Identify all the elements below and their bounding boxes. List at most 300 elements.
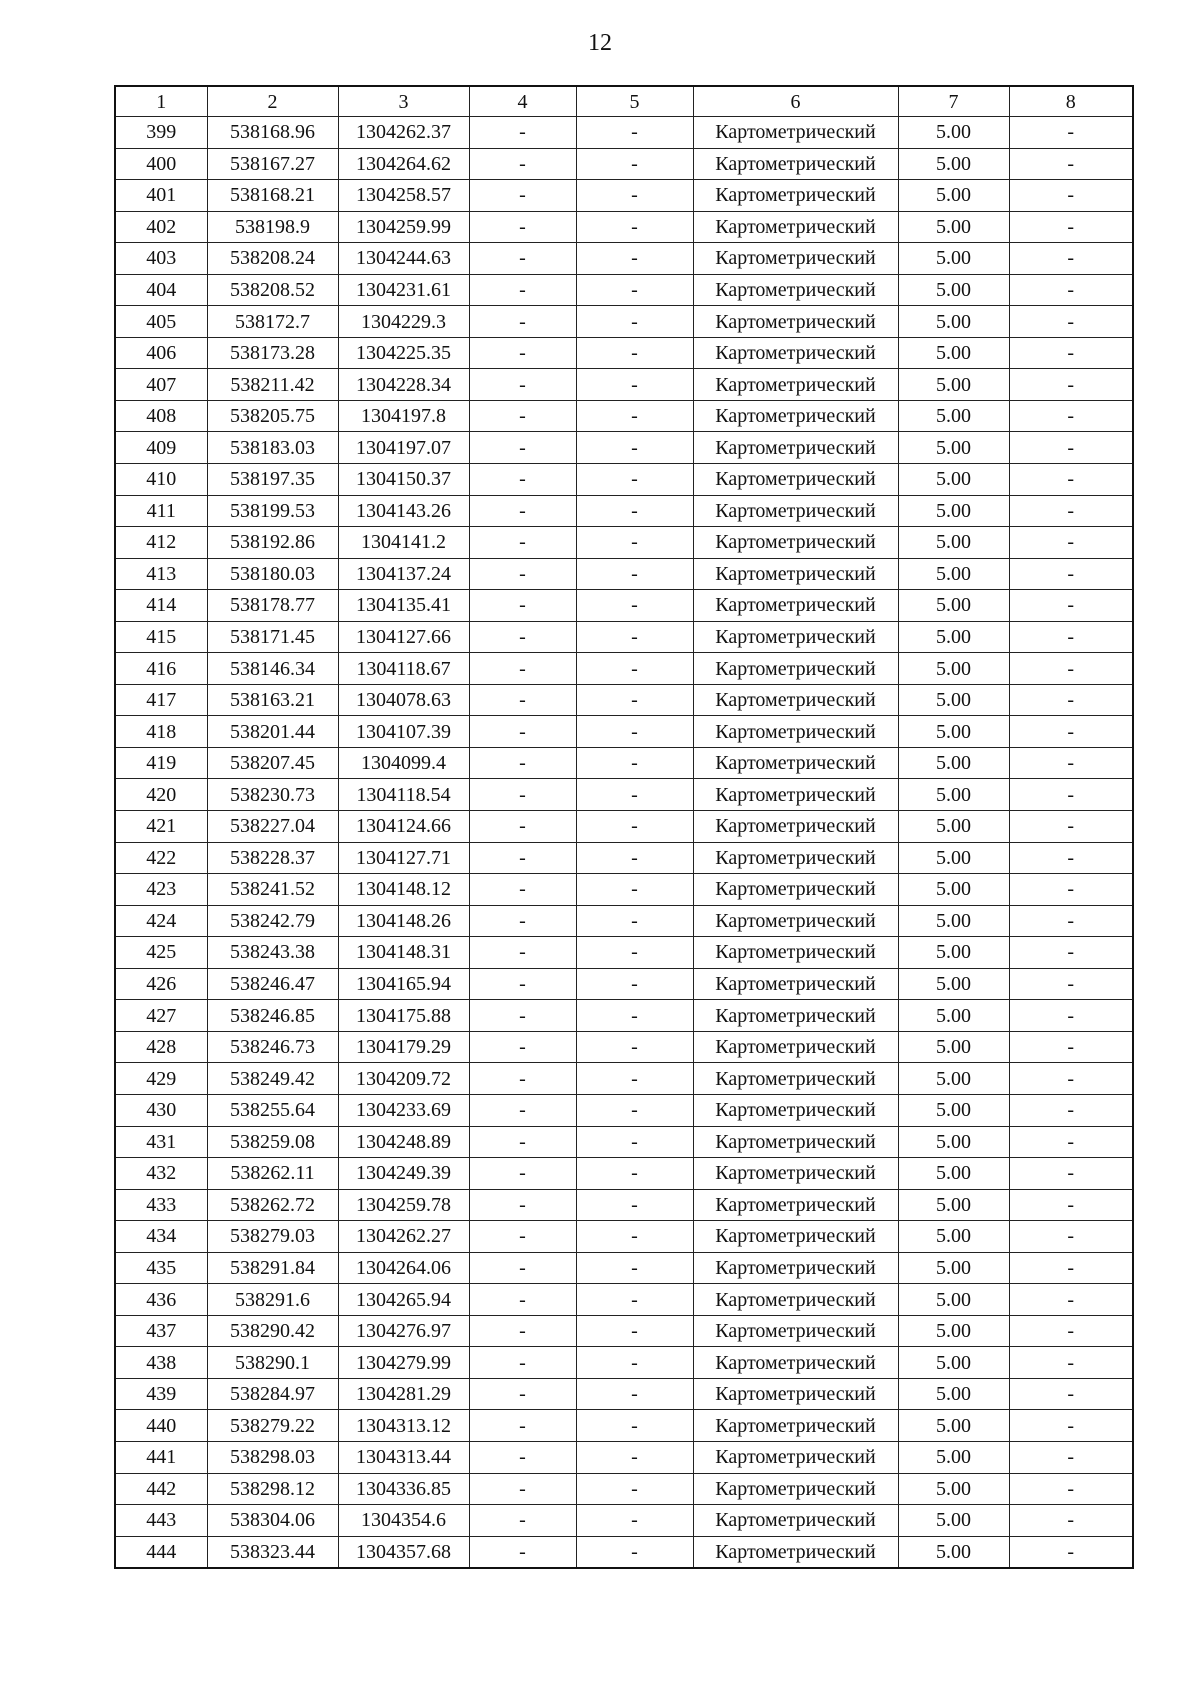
column-4-cell: -	[469, 590, 576, 622]
table-row	[115, 306, 1133, 338]
method-cell: Картометрический	[693, 653, 898, 685]
column-8-cell: -	[1009, 1063, 1133, 1095]
x-coordinate-cell: 538323.44	[207, 1536, 338, 1568]
accuracy-cell: 5.00	[898, 243, 1009, 275]
column-5-cell: -	[576, 621, 693, 653]
table-row	[115, 211, 1133, 243]
accuracy-cell: 5.00	[898, 747, 1009, 779]
column-5-cell: -	[576, 1347, 693, 1379]
column-5-cell: -	[576, 495, 693, 527]
column-8-cell: -	[1009, 180, 1133, 212]
x-coordinate-cell: 538241.52	[207, 874, 338, 906]
table-row	[115, 1347, 1133, 1379]
column-5-cell: -	[576, 432, 693, 464]
y-coordinate-cell: 1304175.88	[338, 1000, 469, 1032]
column-8-cell: -	[1009, 1473, 1133, 1505]
x-coordinate-cell: 538249.42	[207, 1063, 338, 1095]
x-coordinate-cell: 538207.45	[207, 747, 338, 779]
column-8-cell: -	[1009, 621, 1133, 653]
method-cell: Картометрический	[693, 464, 898, 496]
column-5-cell: -	[576, 1158, 693, 1190]
x-coordinate-cell: 538262.11	[207, 1158, 338, 1190]
column-8-cell: -	[1009, 1126, 1133, 1158]
point-number-cell: 423	[115, 874, 207, 906]
column-4-cell: -	[469, 1536, 576, 1568]
method-cell: Картометрический	[693, 937, 898, 969]
method-cell: Картометрический	[693, 558, 898, 590]
column-4-cell: -	[469, 117, 576, 149]
y-coordinate-cell: 1304259.78	[338, 1189, 469, 1221]
x-coordinate-cell: 538279.03	[207, 1221, 338, 1253]
column-8-cell: -	[1009, 1378, 1133, 1410]
column-header: 5	[576, 86, 693, 117]
x-coordinate-cell: 538146.34	[207, 653, 338, 685]
column-8-cell: -	[1009, 842, 1133, 874]
column-8-cell: -	[1009, 1158, 1133, 1190]
method-cell: Картометрический	[693, 274, 898, 306]
method-cell: Картометрический	[693, 337, 898, 369]
column-8-cell: -	[1009, 811, 1133, 843]
x-coordinate-cell: 538211.42	[207, 369, 338, 401]
column-8-cell: -	[1009, 148, 1133, 180]
column-5-cell: -	[576, 1473, 693, 1505]
column-8-cell: -	[1009, 274, 1133, 306]
column-4-cell: -	[469, 716, 576, 748]
column-4-cell: -	[469, 1031, 576, 1063]
method-cell: Картометрический	[693, 148, 898, 180]
point-number-cell: 418	[115, 716, 207, 748]
accuracy-cell: 5.00	[898, 558, 1009, 590]
column-8-cell: -	[1009, 527, 1133, 559]
column-8-cell: -	[1009, 1031, 1133, 1063]
x-coordinate-cell: 538171.45	[207, 621, 338, 653]
y-coordinate-cell: 1304249.39	[338, 1158, 469, 1190]
column-4-cell: -	[469, 1158, 576, 1190]
x-coordinate-cell: 538290.1	[207, 1347, 338, 1379]
accuracy-cell: 5.00	[898, 716, 1009, 748]
column-8-cell: -	[1009, 1410, 1133, 1442]
column-5-cell: -	[576, 747, 693, 779]
x-coordinate-cell: 538227.04	[207, 811, 338, 843]
y-coordinate-cell: 1304336.85	[338, 1473, 469, 1505]
point-number-cell: 435	[115, 1252, 207, 1284]
x-coordinate-cell: 538304.06	[207, 1505, 338, 1537]
column-5-cell: -	[576, 1378, 693, 1410]
y-coordinate-cell: 1304233.69	[338, 1094, 469, 1126]
column-4-cell: -	[469, 306, 576, 338]
point-number-cell: 429	[115, 1063, 207, 1095]
method-cell: Картометрический	[693, 1410, 898, 1442]
column-5-cell: -	[576, 1284, 693, 1316]
point-number-cell: 407	[115, 369, 207, 401]
accuracy-cell: 5.00	[898, 464, 1009, 496]
table-row	[115, 1063, 1133, 1095]
y-coordinate-cell: 1304118.67	[338, 653, 469, 685]
column-8-cell: -	[1009, 1441, 1133, 1473]
y-coordinate-cell: 1304281.29	[338, 1378, 469, 1410]
column-5-cell: -	[576, 874, 693, 906]
point-number-cell: 430	[115, 1094, 207, 1126]
column-5-cell: -	[576, 1221, 693, 1253]
accuracy-cell: 5.00	[898, 432, 1009, 464]
column-4-cell: -	[469, 621, 576, 653]
method-cell: Картометрический	[693, 811, 898, 843]
table-row	[115, 337, 1133, 369]
column-4-cell: -	[469, 811, 576, 843]
accuracy-cell: 5.00	[898, 1505, 1009, 1537]
column-4-cell: -	[469, 1410, 576, 1442]
table-row	[115, 811, 1133, 843]
point-number-cell: 411	[115, 495, 207, 527]
table-row	[115, 274, 1133, 306]
method-cell: Картометрический	[693, 400, 898, 432]
table-row	[115, 905, 1133, 937]
point-number-cell: 414	[115, 590, 207, 622]
column-8-cell: -	[1009, 243, 1133, 275]
column-8-cell: -	[1009, 1315, 1133, 1347]
accuracy-cell: 5.00	[898, 779, 1009, 811]
column-8-cell: -	[1009, 779, 1133, 811]
column-8-cell: -	[1009, 747, 1133, 779]
column-4-cell: -	[469, 747, 576, 779]
accuracy-cell: 5.00	[898, 117, 1009, 149]
point-number-cell: 404	[115, 274, 207, 306]
point-number-cell: 432	[115, 1158, 207, 1190]
table-row	[115, 1000, 1133, 1032]
column-5-cell: -	[576, 558, 693, 590]
accuracy-cell: 5.00	[898, 1158, 1009, 1190]
accuracy-cell: 5.00	[898, 337, 1009, 369]
y-coordinate-cell: 1304229.3	[338, 306, 469, 338]
column-8-cell: -	[1009, 369, 1133, 401]
table-row	[115, 1252, 1133, 1284]
accuracy-cell: 5.00	[898, 211, 1009, 243]
table-row	[115, 1505, 1133, 1537]
accuracy-cell: 5.00	[898, 684, 1009, 716]
column-4-cell: -	[469, 369, 576, 401]
table-row	[115, 716, 1133, 748]
column-5-cell: -	[576, 1189, 693, 1221]
y-coordinate-cell: 1304107.39	[338, 716, 469, 748]
column-header: 4	[469, 86, 576, 117]
column-5-cell: -	[576, 527, 693, 559]
point-number-cell: 439	[115, 1378, 207, 1410]
column-5-cell: -	[576, 1315, 693, 1347]
y-coordinate-cell: 1304354.6	[338, 1505, 469, 1537]
method-cell: Картометрический	[693, 1126, 898, 1158]
x-coordinate-cell: 538199.53	[207, 495, 338, 527]
x-coordinate-cell: 538228.37	[207, 842, 338, 874]
column-4-cell: -	[469, 1189, 576, 1221]
method-cell: Картометрический	[693, 1252, 898, 1284]
y-coordinate-cell: 1304265.94	[338, 1284, 469, 1316]
accuracy-cell: 5.00	[898, 400, 1009, 432]
method-cell: Картометрический	[693, 590, 898, 622]
point-number-cell: 406	[115, 337, 207, 369]
column-8-cell: -	[1009, 464, 1133, 496]
x-coordinate-cell: 538279.22	[207, 1410, 338, 1442]
column-5-cell: -	[576, 1252, 693, 1284]
column-8-cell: -	[1009, 558, 1133, 590]
point-number-cell: 437	[115, 1315, 207, 1347]
method-cell: Картометрический	[693, 1189, 898, 1221]
table-row	[115, 1441, 1133, 1473]
point-number-cell: 415	[115, 621, 207, 653]
column-4-cell: -	[469, 653, 576, 685]
method-cell: Картометрический	[693, 747, 898, 779]
x-coordinate-cell: 538197.35	[207, 464, 338, 496]
column-8-cell: -	[1009, 117, 1133, 149]
column-4-cell: -	[469, 495, 576, 527]
x-coordinate-cell: 538255.64	[207, 1094, 338, 1126]
column-4-cell: -	[469, 274, 576, 306]
method-cell: Картометрический	[693, 1158, 898, 1190]
y-coordinate-cell: 1304276.97	[338, 1315, 469, 1347]
accuracy-cell: 5.00	[898, 1315, 1009, 1347]
accuracy-cell: 5.00	[898, 905, 1009, 937]
table-row	[115, 1473, 1133, 1505]
point-number-cell: 440	[115, 1410, 207, 1442]
x-coordinate-cell: 538201.44	[207, 716, 338, 748]
point-number-cell: 419	[115, 747, 207, 779]
table-row	[115, 842, 1133, 874]
y-coordinate-cell: 1304262.27	[338, 1221, 469, 1253]
table-row	[115, 684, 1133, 716]
y-coordinate-cell: 1304262.37	[338, 117, 469, 149]
column-8-cell: -	[1009, 1347, 1133, 1379]
table-row	[115, 243, 1133, 275]
point-number-cell: 410	[115, 464, 207, 496]
x-coordinate-cell: 538180.03	[207, 558, 338, 590]
column-8-cell: -	[1009, 1284, 1133, 1316]
column-5-cell: -	[576, 117, 693, 149]
accuracy-cell: 5.00	[898, 306, 1009, 338]
column-header: 7	[898, 86, 1009, 117]
column-8-cell: -	[1009, 937, 1133, 969]
point-number-cell: 405	[115, 306, 207, 338]
x-coordinate-cell: 538262.72	[207, 1189, 338, 1221]
method-cell: Картометрический	[693, 369, 898, 401]
method-cell: Картометрический	[693, 968, 898, 1000]
column-4-cell: -	[469, 1473, 576, 1505]
method-cell: Картометрический	[693, 621, 898, 653]
column-4-cell: -	[469, 432, 576, 464]
accuracy-cell: 5.00	[898, 1410, 1009, 1442]
method-cell: Картометрический	[693, 211, 898, 243]
column-4-cell: -	[469, 211, 576, 243]
method-cell: Картометрический	[693, 779, 898, 811]
column-5-cell: -	[576, 1410, 693, 1442]
y-coordinate-cell: 1304264.06	[338, 1252, 469, 1284]
accuracy-cell: 5.00	[898, 968, 1009, 1000]
method-cell: Картометрический	[693, 1347, 898, 1379]
y-coordinate-cell: 1304124.66	[338, 811, 469, 843]
column-5-cell: -	[576, 369, 693, 401]
method-cell: Картометрический	[693, 1063, 898, 1095]
column-4-cell: -	[469, 148, 576, 180]
x-coordinate-cell: 538168.21	[207, 180, 338, 212]
point-number-cell: 434	[115, 1221, 207, 1253]
column-8-cell: -	[1009, 1221, 1133, 1253]
column-header: 8	[1009, 86, 1133, 117]
table-row	[115, 1031, 1133, 1063]
column-4-cell: -	[469, 180, 576, 212]
y-coordinate-cell: 1304231.61	[338, 274, 469, 306]
column-4-cell: -	[469, 874, 576, 906]
column-8-cell: -	[1009, 337, 1133, 369]
point-number-cell: 401	[115, 180, 207, 212]
accuracy-cell: 5.00	[898, 1347, 1009, 1379]
column-8-cell: -	[1009, 1189, 1133, 1221]
column-4-cell: -	[469, 842, 576, 874]
accuracy-cell: 5.00	[898, 937, 1009, 969]
table-row	[115, 495, 1133, 527]
y-coordinate-cell: 1304118.54	[338, 779, 469, 811]
x-coordinate-cell: 538163.21	[207, 684, 338, 716]
column-4-cell: -	[469, 1252, 576, 1284]
y-coordinate-cell: 1304357.68	[338, 1536, 469, 1568]
table-row	[115, 1284, 1133, 1316]
table-row	[115, 117, 1133, 149]
point-number-cell: 408	[115, 400, 207, 432]
x-coordinate-cell: 538208.52	[207, 274, 338, 306]
column-4-cell: -	[469, 1441, 576, 1473]
column-4-cell: -	[469, 337, 576, 369]
x-coordinate-cell: 538173.28	[207, 337, 338, 369]
y-coordinate-cell: 1304127.71	[338, 842, 469, 874]
column-5-cell: -	[576, 337, 693, 369]
column-4-cell: -	[469, 1094, 576, 1126]
column-5-cell: -	[576, 716, 693, 748]
table-row	[115, 558, 1133, 590]
point-number-cell: 399	[115, 117, 207, 149]
method-cell: Картометрический	[693, 842, 898, 874]
table-row	[115, 621, 1133, 653]
column-5-cell: -	[576, 1063, 693, 1095]
column-5-cell: -	[576, 306, 693, 338]
table-row	[115, 1315, 1133, 1347]
column-8-cell: -	[1009, 306, 1133, 338]
column-5-cell: -	[576, 1536, 693, 1568]
table-row	[115, 937, 1133, 969]
column-8-cell: -	[1009, 968, 1133, 1000]
y-coordinate-cell: 1304244.63	[338, 243, 469, 275]
column-5-cell: -	[576, 211, 693, 243]
y-coordinate-cell: 1304209.72	[338, 1063, 469, 1095]
accuracy-cell: 5.00	[898, 180, 1009, 212]
point-number-cell: 424	[115, 905, 207, 937]
x-coordinate-cell: 538284.97	[207, 1378, 338, 1410]
x-coordinate-cell: 538259.08	[207, 1126, 338, 1158]
column-8-cell: -	[1009, 684, 1133, 716]
x-coordinate-cell: 538205.75	[207, 400, 338, 432]
column-5-cell: -	[576, 779, 693, 811]
y-coordinate-cell: 1304148.31	[338, 937, 469, 969]
column-8-cell: -	[1009, 590, 1133, 622]
x-coordinate-cell: 538198.9	[207, 211, 338, 243]
column-4-cell: -	[469, 1221, 576, 1253]
column-5-cell: -	[576, 243, 693, 275]
y-coordinate-cell: 1304264.62	[338, 148, 469, 180]
y-coordinate-cell: 1304179.29	[338, 1031, 469, 1063]
column-5-cell: -	[576, 653, 693, 685]
x-coordinate-cell: 538208.24	[207, 243, 338, 275]
accuracy-cell: 5.00	[898, 1473, 1009, 1505]
method-cell: Картометрический	[693, 495, 898, 527]
point-number-cell: 442	[115, 1473, 207, 1505]
table-header-row	[115, 86, 1133, 117]
point-number-cell: 409	[115, 432, 207, 464]
table-row	[115, 779, 1133, 811]
method-cell: Картометрический	[693, 1378, 898, 1410]
point-number-cell: 428	[115, 1031, 207, 1063]
method-cell: Картометрический	[693, 1284, 898, 1316]
column-5-cell: -	[576, 148, 693, 180]
column-4-cell: -	[469, 1063, 576, 1095]
column-4-cell: -	[469, 905, 576, 937]
method-cell: Картометрический	[693, 1000, 898, 1032]
column-5-cell: -	[576, 684, 693, 716]
table-row	[115, 148, 1133, 180]
column-4-cell: -	[469, 1347, 576, 1379]
point-number-cell: 425	[115, 937, 207, 969]
accuracy-cell: 5.00	[898, 495, 1009, 527]
method-cell: Картометрический	[693, 1031, 898, 1063]
column-8-cell: -	[1009, 653, 1133, 685]
x-coordinate-cell: 538298.12	[207, 1473, 338, 1505]
column-5-cell: -	[576, 1031, 693, 1063]
y-coordinate-cell: 1304313.44	[338, 1441, 469, 1473]
column-4-cell: -	[469, 968, 576, 1000]
y-coordinate-cell: 1304135.41	[338, 590, 469, 622]
y-coordinate-cell: 1304099.4	[338, 747, 469, 779]
column-4-cell: -	[469, 1284, 576, 1316]
y-coordinate-cell: 1304259.99	[338, 211, 469, 243]
x-coordinate-cell: 538178.77	[207, 590, 338, 622]
point-number-cell: 441	[115, 1441, 207, 1473]
y-coordinate-cell: 1304165.94	[338, 968, 469, 1000]
table-row	[115, 590, 1133, 622]
method-cell: Картометрический	[693, 1473, 898, 1505]
method-cell: Картометрический	[693, 306, 898, 338]
column-5-cell: -	[576, 842, 693, 874]
table-row	[115, 653, 1133, 685]
accuracy-cell: 5.00	[898, 1284, 1009, 1316]
x-coordinate-cell: 538243.38	[207, 937, 338, 969]
column-4-cell: -	[469, 1126, 576, 1158]
method-cell: Картометрический	[693, 527, 898, 559]
column-4-cell: -	[469, 243, 576, 275]
table-row	[115, 1126, 1133, 1158]
x-coordinate-cell: 538183.03	[207, 432, 338, 464]
column-4-cell: -	[469, 527, 576, 559]
column-5-cell: -	[576, 1000, 693, 1032]
point-number-cell: 413	[115, 558, 207, 590]
table-row	[115, 464, 1133, 496]
table-row	[115, 1189, 1133, 1221]
column-4-cell: -	[469, 684, 576, 716]
method-cell: Картометрический	[693, 905, 898, 937]
accuracy-cell: 5.00	[898, 1378, 1009, 1410]
column-5-cell: -	[576, 937, 693, 969]
column-5-cell: -	[576, 811, 693, 843]
table-row	[115, 1094, 1133, 1126]
column-8-cell: -	[1009, 1505, 1133, 1537]
method-cell: Картометрический	[693, 1221, 898, 1253]
method-cell: Картометрический	[693, 716, 898, 748]
x-coordinate-cell: 538192.86	[207, 527, 338, 559]
y-coordinate-cell: 1304225.35	[338, 337, 469, 369]
